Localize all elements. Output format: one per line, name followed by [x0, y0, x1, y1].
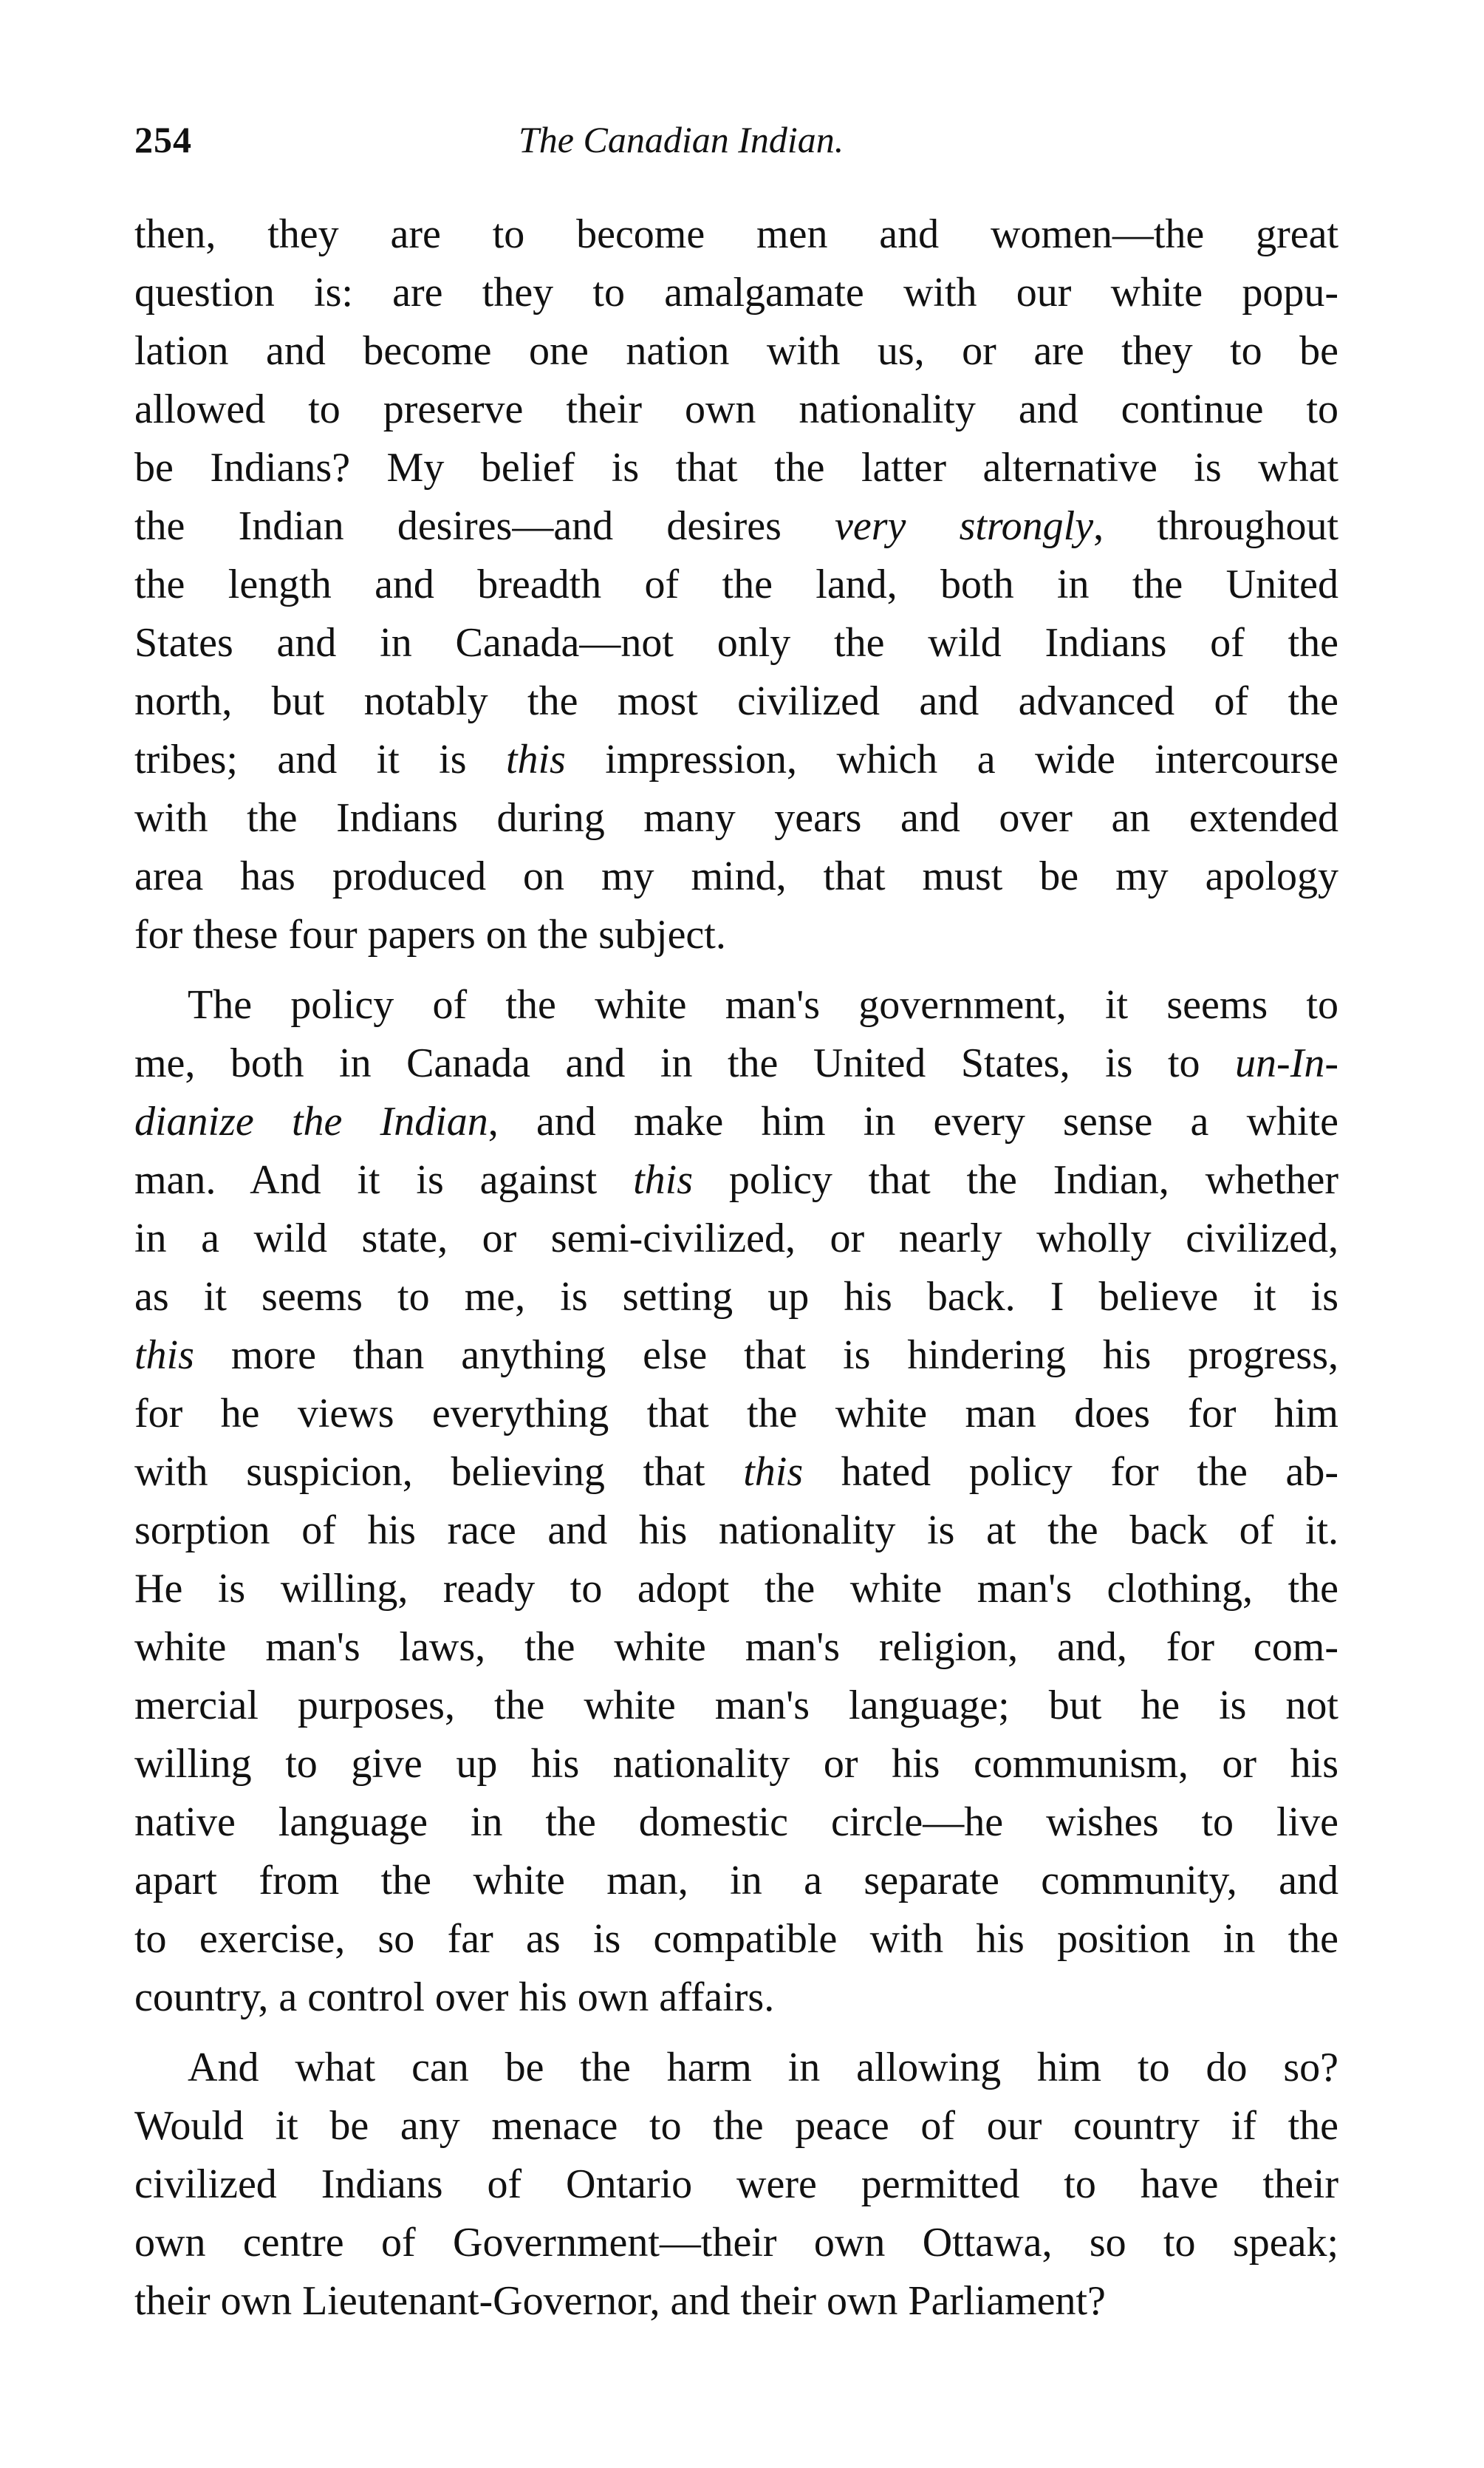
text-line: the length and breadth of the land, both in the United: [134, 562, 1338, 607]
running-title: The Canadian Indian.: [519, 119, 844, 160]
italic-phrase: un-In-: [1235, 1040, 1338, 1086]
paragraph: [134, 2039, 1338, 2331]
text-line: with the Indians during many years and over an extended: [134, 795, 1338, 841]
text-line: for he views everything that the white man does for him: [134, 1391, 1338, 1436]
text-line: dianize the Indian, and make him in every sense a white: [134, 1099, 1338, 1145]
text-line: then, they are to become men and women—the great: [134, 211, 1338, 257]
italic-phrase: this: [743, 1449, 804, 1495]
text-line: sorption of his race and his nationality is at the back of it.: [134, 1507, 1338, 1553]
italic-phrase: this: [633, 1157, 693, 1203]
text-line: willing to give up his nationality or his communism, or his: [134, 1741, 1338, 1787]
text-line: The policy of the white man's government, it seems to: [188, 982, 1338, 1028]
paragraph-gap: [134, 964, 1338, 976]
text-line: And what can be the harm in allowing him to do so?: [188, 2045, 1338, 2090]
text-line: tribes; and it is this impression, which a wide intercourse: [134, 737, 1339, 783]
text-line: civilized Indians of Ontario were permitted to have their: [134, 2161, 1338, 2207]
text-line: in a wild state, or semi-civilized, or nearly wholly civilized,: [134, 1216, 1338, 1261]
text-line: country, a control over his own affairs.: [134, 1974, 775, 2020]
text-line: as it seems to me, is setting up his back. I believe it is: [134, 1274, 1338, 1320]
text-line: allowed to preserve their own nationality and continue to: [134, 386, 1338, 432]
text-line: question is: are they to amalgamate with our white popu-: [134, 270, 1338, 316]
body-text: [134, 205, 1338, 2331]
italic-phrase: this: [134, 1332, 194, 1378]
text-line: lation and become one nation with us, or are they to be: [134, 328, 1338, 374]
text-line: be Indians? My belief is that the latter alternative is what: [134, 445, 1338, 491]
text-line: their own Lieutenant-Governor, and their own Parliament?: [134, 2278, 1106, 2324]
text-line: with suspicion, believing that this hated policy for the ab-: [134, 1449, 1338, 1495]
book-page: [134, 118, 1338, 2331]
text-line: to exercise, so far as is compatible with his position in the: [134, 1916, 1338, 1962]
paragraph: [134, 205, 1338, 964]
italic-phrase: this: [505, 737, 566, 783]
text-line: area has produced on my mind, that must be my apology: [134, 853, 1338, 899]
text-line: own centre of Government—their own Ottawa, so to speak;: [134, 2220, 1338, 2266]
text-line: this more than anything else that is hindering his progress,: [134, 1332, 1338, 1378]
text-line: Would it be any menace to the peace of our country if the: [134, 2103, 1338, 2149]
page-header: [134, 118, 1338, 185]
text-line: man. And it is against this policy that the Indian, whether: [134, 1157, 1338, 1203]
italic-phrase: dianize the Indian: [134, 1099, 488, 1145]
text-line: me, both in Canada and in the United States, is to un-In-: [134, 1040, 1338, 1086]
italic-phrase: very strongly: [835, 503, 1094, 549]
text-line: native language in the domestic circle—he wishes to live: [134, 1799, 1338, 1845]
text-line: He is willing, ready to adopt the white man's clothing, the: [134, 1566, 1338, 1612]
paragraph-gap: [134, 2027, 1338, 2039]
text-line: for these four papers on the subject.: [134, 912, 726, 958]
text-line: the Indian desires—and desires very strongly, throughout: [134, 503, 1339, 549]
text-line: States and in Canada—not only the wild Indians of the: [134, 620, 1338, 666]
text-line: white man's laws, the white man's religion, and, for com-: [134, 1624, 1338, 1670]
text-line: north, but notably the most civilized and advanced of the: [134, 678, 1338, 724]
text-line: apart from the white man, in a separate community, and: [134, 1858, 1338, 1903]
paragraph: [134, 976, 1338, 2027]
text-line: mercial purposes, the white man's language; but he is not: [134, 1683, 1338, 1728]
page-number: 254: [134, 119, 192, 160]
